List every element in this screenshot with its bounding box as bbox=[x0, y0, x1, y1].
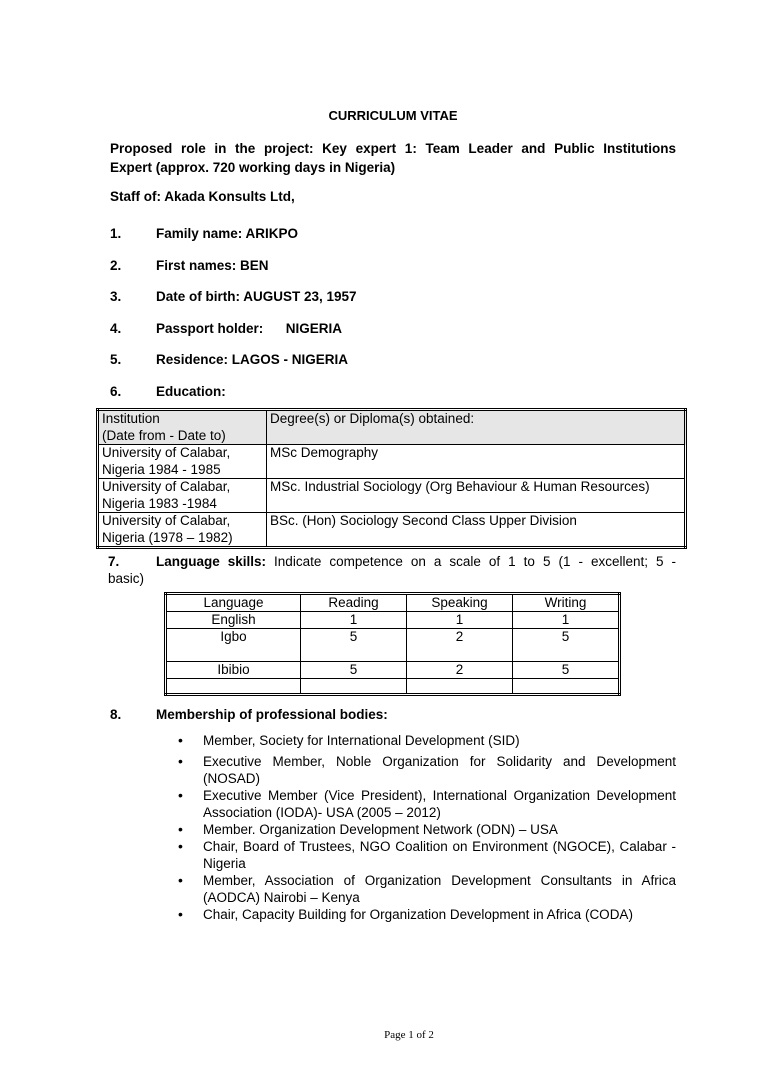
empty-cell bbox=[407, 679, 513, 695]
proposed-role-line-2: Expert (approx. 720 working days in Nigeria) bbox=[110, 160, 396, 175]
list-item: • Chair, Capacity Building for Organization Development in Africa (CODA) bbox=[176, 906, 676, 923]
item-text: Residence: LAGOS - NIGERIA bbox=[156, 352, 349, 367]
table-row-empty bbox=[166, 679, 620, 695]
list-item: • Chair, Board of Trustees, NGO Coalition on Environment (NGOCE), Calabar - Nigeria bbox=[176, 838, 676, 872]
item-number: 2. bbox=[110, 258, 122, 273]
list-item: • Member, Association of Organization Development Consultants in Africa (AODCA) Nairobi – Kenya bbox=[176, 872, 676, 906]
membership-label: Membership of professional bodies: bbox=[156, 707, 388, 722]
list-item: • Executive Member (Vice President), International Organization Development Association (IODA)- USA (2005 – 2012) bbox=[176, 787, 676, 821]
language-header-speaking: Speaking bbox=[407, 594, 513, 612]
item-number: 6. bbox=[110, 384, 122, 399]
passport-holder-item bbox=[110, 321, 342, 336]
empty-cell bbox=[166, 679, 301, 695]
table-row bbox=[166, 662, 620, 679]
document-title: CURRICULUM VITAE bbox=[328, 108, 458, 123]
item-number: 4. bbox=[110, 321, 122, 336]
language-skills-line-2: basic) bbox=[108, 571, 145, 586]
empty-cell bbox=[301, 679, 407, 695]
language-skills-label: Language skills: bbox=[156, 554, 267, 569]
education-institution: University of Calabar, Nigeria (1978 – 1982) bbox=[98, 513, 267, 548]
list-item: • Member, Society for International Development (SID) bbox=[176, 732, 676, 749]
reading-score: 5 bbox=[301, 662, 407, 679]
writing-score: 5 bbox=[513, 629, 620, 662]
speaking-score: 2 bbox=[407, 629, 513, 662]
item-number: 8. bbox=[110, 707, 122, 722]
list-item: • Executive Member, Noble Organization for Solidarity and Development (NOSAD) bbox=[176, 753, 676, 787]
item-text: Date of birth: AUGUST 23, 1957 bbox=[156, 289, 357, 304]
writing-score: 1 bbox=[513, 612, 620, 629]
education-header-institution: Institution (Date from - Date to) bbox=[98, 410, 267, 445]
table-row bbox=[98, 513, 686, 548]
proposed-role-line-1: Proposed role in the project: Key expert 1: Team Leader and Public Institutions bbox=[110, 141, 676, 156]
empty-cell bbox=[513, 679, 620, 695]
residence-item bbox=[110, 352, 348, 367]
language-header-writing: Writing bbox=[513, 594, 620, 612]
membership-list bbox=[176, 732, 676, 923]
education-degree: BSc. (Hon) Sociology Second Class Upper Division bbox=[267, 513, 686, 548]
language-name: Ibibio bbox=[166, 662, 301, 679]
language-name: Igbo bbox=[166, 629, 301, 662]
first-names-item bbox=[110, 258, 269, 273]
speaking-score: 2 bbox=[407, 662, 513, 679]
language-header-language: Language bbox=[166, 594, 301, 612]
membership-heading bbox=[110, 707, 388, 722]
reading-score: 5 bbox=[301, 629, 407, 662]
item-text: First names: BEN bbox=[156, 258, 269, 273]
family-name-item bbox=[110, 226, 298, 241]
item-number: 1. bbox=[110, 226, 122, 241]
item-number: 7. bbox=[108, 554, 120, 569]
education-header-row bbox=[98, 410, 686, 445]
page-number: Page 1 of 2 bbox=[384, 1029, 434, 1041]
table-row bbox=[98, 479, 686, 513]
item-number: 3. bbox=[110, 289, 122, 304]
item-number: 5. bbox=[110, 352, 122, 367]
education-degree: MSc. Industrial Sociology (Org Behaviour & Human Resources) bbox=[267, 479, 686, 513]
education-institution: University of Calabar, Nigeria 1984 - 1985 bbox=[98, 445, 267, 479]
education-institution: University of Calabar, Nigeria 1983 -1984 bbox=[98, 479, 267, 513]
table-row bbox=[166, 612, 620, 629]
language-table bbox=[164, 592, 621, 696]
proposed-role bbox=[110, 139, 676, 177]
item-text: Family name: ARIKPO bbox=[156, 226, 299, 241]
item-text: Education: bbox=[156, 384, 226, 399]
writing-score: 5 bbox=[513, 662, 620, 679]
language-skills-heading bbox=[108, 553, 676, 587]
item-text: Passport holder: NIGERIA bbox=[156, 321, 343, 336]
table-row bbox=[166, 629, 620, 662]
language-skills-instruction: Indicate competence on a scale of 1 to 5 (1 - excellent; 5 - bbox=[274, 554, 676, 569]
table-row bbox=[98, 445, 686, 479]
date-of-birth-item bbox=[110, 289, 357, 304]
language-name: English bbox=[166, 612, 301, 629]
education-table bbox=[96, 408, 687, 549]
reading-score: 1 bbox=[301, 612, 407, 629]
list-item: • Member. Organization Development Network (ODN) – USA bbox=[176, 821, 676, 838]
language-header-row bbox=[166, 594, 620, 612]
education-heading bbox=[110, 384, 226, 399]
speaking-score: 1 bbox=[407, 612, 513, 629]
staff-of: Staff of: Akada Konsults Ltd, bbox=[110, 189, 295, 204]
language-skills-line-1 bbox=[108, 553, 676, 570]
education-degree: MSc Demography bbox=[267, 445, 686, 479]
language-header-reading: Reading bbox=[301, 594, 407, 612]
education-header-degree: Degree(s) or Diploma(s) obtained: bbox=[267, 410, 686, 445]
